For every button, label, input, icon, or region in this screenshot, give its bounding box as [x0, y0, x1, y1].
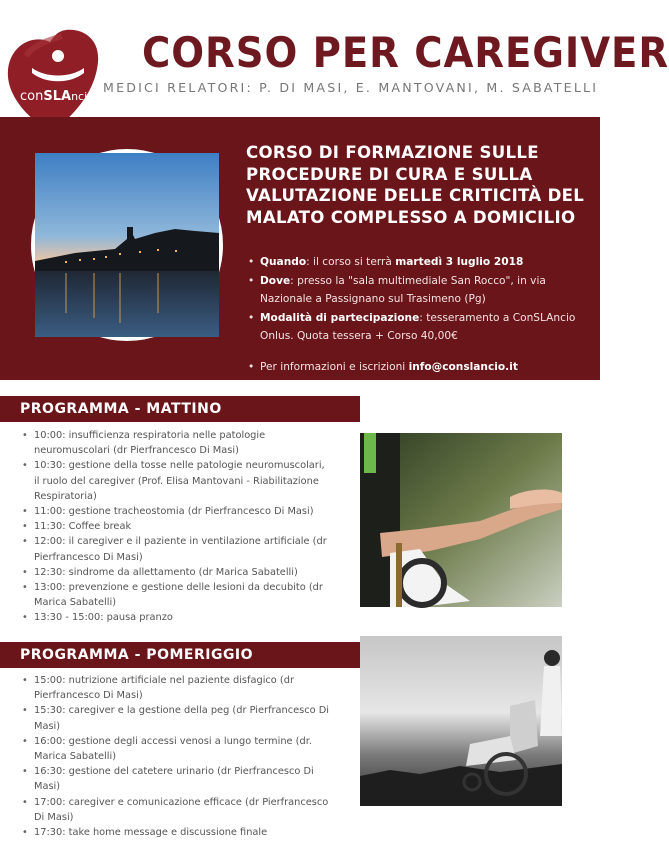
list-item: • 16:00: gestione degli accessi venosi a lungo termine (dr. Marica Sabatelli)	[20, 734, 330, 764]
list-item: • 16:30: gestione del catetere urinario (dr Pierfrancesco Di Masi)	[20, 764, 330, 794]
list-item: • 10:30: gestione della tosse nelle patologie neuromuscolari, il ruolo del caregiver (Prof. Elisa Mantovani - Riabilitazione Respiratoria)	[20, 458, 330, 504]
list-item: • 17:00: caregiver e comunicazione efficace (dr Pierfrancesco Di Masi)	[20, 795, 330, 825]
wheelchair-field-photo	[360, 636, 562, 806]
section-heading-pomeriggio: PROGRAMMA - POMERIGGIO	[0, 642, 360, 668]
course-title: CORSO DI FORMAZIONE SULLE PROCEDURE DI CURA E SULLA VALUTAZIONE DELLE CRITICITÀ DEL MALATO COMPLESSO A DOMICILIO	[246, 143, 585, 227]
program-list-pomeriggio	[20, 673, 330, 840]
caregiver-hands-photo	[360, 433, 562, 607]
svg-text:conSLAncio: conSLAncio	[20, 89, 94, 104]
contact-email-link[interactable]: info@conslancio.it	[408, 360, 518, 373]
program-list-mattino	[20, 428, 330, 626]
section-heading-mattino: PROGRAMMA - MATTINO	[0, 396, 360, 422]
info-quando: • Quando: il corso si terrà martedì 3 luglio 2018	[246, 253, 586, 272]
list-item: • 17:30: take home message e discussione finale	[20, 825, 330, 840]
list-item: • 10:00: insufficienza respiratoria nelle patologie neuromuscolari (dr Pierfrancesco Di Masi)	[20, 428, 330, 458]
info-dove: • Dove: presso la "sala multimediale San Rocco", in via Nazionale a Passignano sul Trasimeno (Pg)	[246, 272, 586, 309]
list-item: • 12:00: il caregiver e il paziente in ventilazione artificiale (dr Pierfrancesco Di Masi)	[20, 534, 330, 564]
info-modalita: • Modalità di partecipazione: tesseramento a ConSLAncio Onlus. Quota tessera + Corso 40,00€	[246, 309, 586, 346]
page-title: CORSO PER CAREGIVER	[142, 28, 669, 77]
list-item: • 13:30 - 15:00: pausa pranzo	[20, 610, 330, 625]
speakers-subtitle: MEDICI RELATORI: P. DI MASI, E. MANTOVANI, M. SABATELLI	[103, 80, 599, 95]
course-info-list	[246, 253, 586, 376]
list-item: • 11:00: gestione tracheostomia (dr Pierfrancesco Di Masi)	[20, 504, 330, 519]
passignano-lake-photo	[31, 149, 223, 341]
list-item: • 12:30: sindrome da allettamento (dr Marica Sabatelli)	[20, 565, 330, 580]
list-item: • 15:00: nutrizione artificiale nel paziente disfagico (dr Pierfrancesco Di Masi)	[20, 673, 330, 703]
list-item: • 13:00: prevenzione e gestione delle lesioni da decubito (dr Marica Sabatelli)	[20, 580, 330, 610]
list-item: • 11:30: Coffee break	[20, 519, 330, 534]
info-contact: • Per informazioni e iscrizioni info@conslancio.it	[246, 358, 586, 377]
list-item: • 15:30: caregiver e la gestione della peg (dr Pierfrancesco Di Masi)	[20, 703, 330, 733]
